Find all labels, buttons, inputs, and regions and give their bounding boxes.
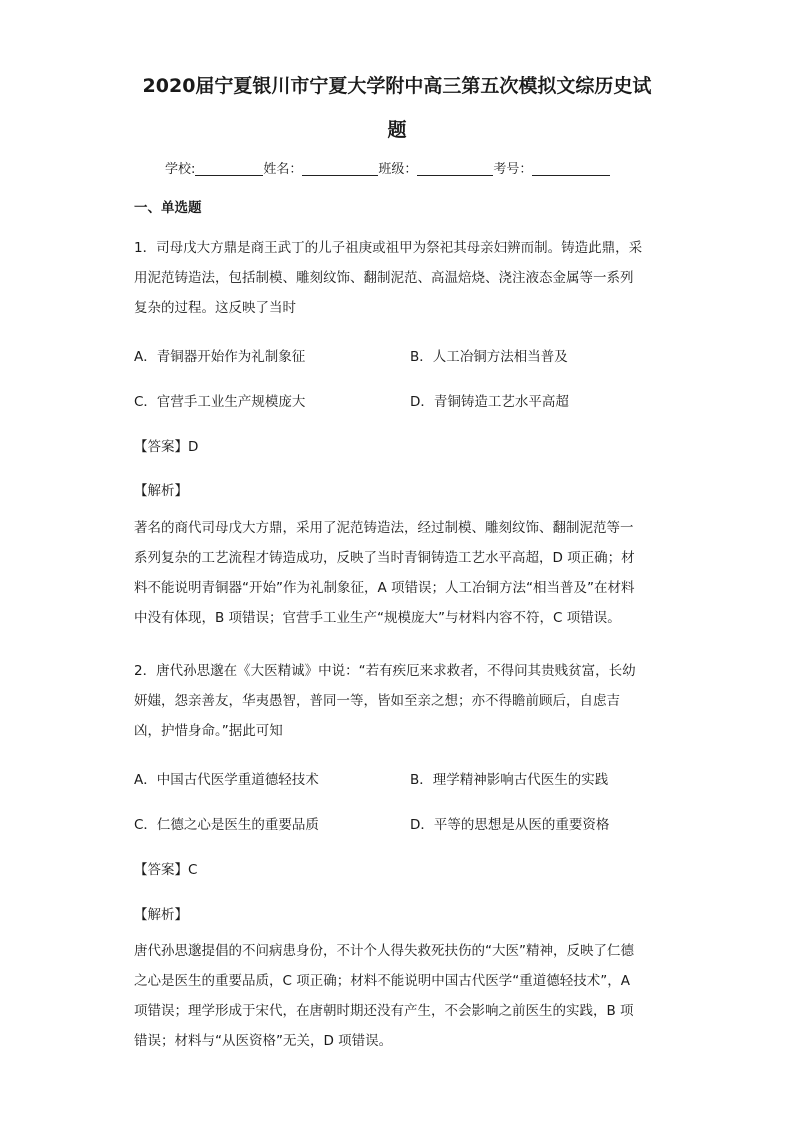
q2-analysis (134, 936, 664, 1056)
stem-line: 复杂的过程。这反映了当时 (134, 300, 296, 316)
class-label: 班级： (378, 162, 418, 177)
name-label: 姓名： (263, 162, 303, 177)
analysis-line: 著名的商代司母戊大方鼎，采用了泥范铸造法，经过制模、雕刻纹饰、翻制泥范等一 (134, 520, 634, 536)
exam-no-label: 考号： (493, 162, 533, 177)
class-blank (417, 161, 493, 176)
school-label: 学校: (165, 162, 196, 177)
student-info-row (165, 158, 610, 177)
school-blank (195, 161, 263, 176)
analysis-line: 错误；材料与“从医资格”无关，D 项错误。 (134, 1033, 393, 1049)
stem-line: 凶，护惜身命。”据此可知 (134, 723, 283, 739)
stem-line: 2．唐代孙思邈在《大医精诚》中说：“若有疾厄来求救者，不得问其贵贱贫富，长幼 (134, 663, 636, 679)
page-title (100, 64, 694, 152)
name-blank (302, 161, 378, 176)
q2-option-b: B．理学精神影响古代医生的实践 (410, 772, 609, 788)
q2-option-a: A．中国古代医学重道德轻技术 (134, 772, 319, 788)
q1-analysis-label: 【解析】 (134, 483, 188, 499)
q1-option-d: D．青铜铸造工艺水平高超 (410, 394, 569, 410)
analysis-line: 中没有体现，B 项错误；官营手工业生产“规模庞大”与材料内容不符，C 项错误。 (134, 610, 621, 626)
q1-option-a: A．青铜器开始作为礼制象征 (134, 349, 306, 365)
q2-analysis-label: 【解析】 (134, 907, 188, 923)
question-2-stem (134, 656, 664, 746)
q1-answer: 【答案】D (134, 439, 199, 455)
q1-option-b: B．人工冶铜方法相当普及 (410, 349, 568, 365)
section-heading: 一、单选题 (134, 200, 202, 216)
q2-option-d: D．平等的思想是从医的重要资格 (410, 817, 610, 833)
analysis-line: 系列复杂的工艺流程才铸造成功，反映了当时青铜铸造工艺水平高超，D 项正确；材 (134, 550, 635, 566)
exam-no-blank (532, 161, 610, 176)
q1-option-c: C．官营手工业生产规模庞大 (134, 394, 306, 410)
question-1-stem (134, 233, 664, 323)
analysis-line: 唐代孙思邈提倡的不问病患身份，不计个人得失救死扶伤的“大医”精神，反映了仁德 (134, 943, 634, 959)
analysis-line: 项错误；理学形成于宋代，在唐朝时期还没有产生，不会影响之前医生的实践，B 项 (134, 1003, 634, 1019)
analysis-line: 之心是医生的重要品质，C 项正确；材料不能说明中国古代医学“重道德轻技术”，A (134, 973, 630, 989)
stem-line: 妍媸，怨亲善友，华夷愚智，普同一等，皆如至亲之想；亦不得瞻前顾后，自虑吉 (134, 693, 620, 709)
q2-answer: 【答案】C (134, 862, 198, 878)
q1-analysis (134, 513, 664, 633)
stem-line: 1．司母戊大方鼎是商王武丁的儿子祖庚或祖甲为祭祀其母亲妇辨而制。铸造此鼎，采 (134, 240, 643, 256)
q2-option-c: C．仁德之心是医生的重要品质 (134, 817, 319, 833)
title-line-1: 2020届宁夏银川市宁夏大学附中高三第五次模拟文综历史试 (142, 75, 652, 97)
title-line-2: 题 (387, 119, 407, 141)
stem-line: 用泥范铸造法，包括制模、雕刻纹饰、翻制泥范、高温焙烧、浇注液态金属等一系列 (134, 270, 634, 286)
analysis-line: 料不能说明青铜器“开始”作为礼制象征，A 项错误；人工冶铜方法“相当普及”在材料 (134, 580, 635, 596)
